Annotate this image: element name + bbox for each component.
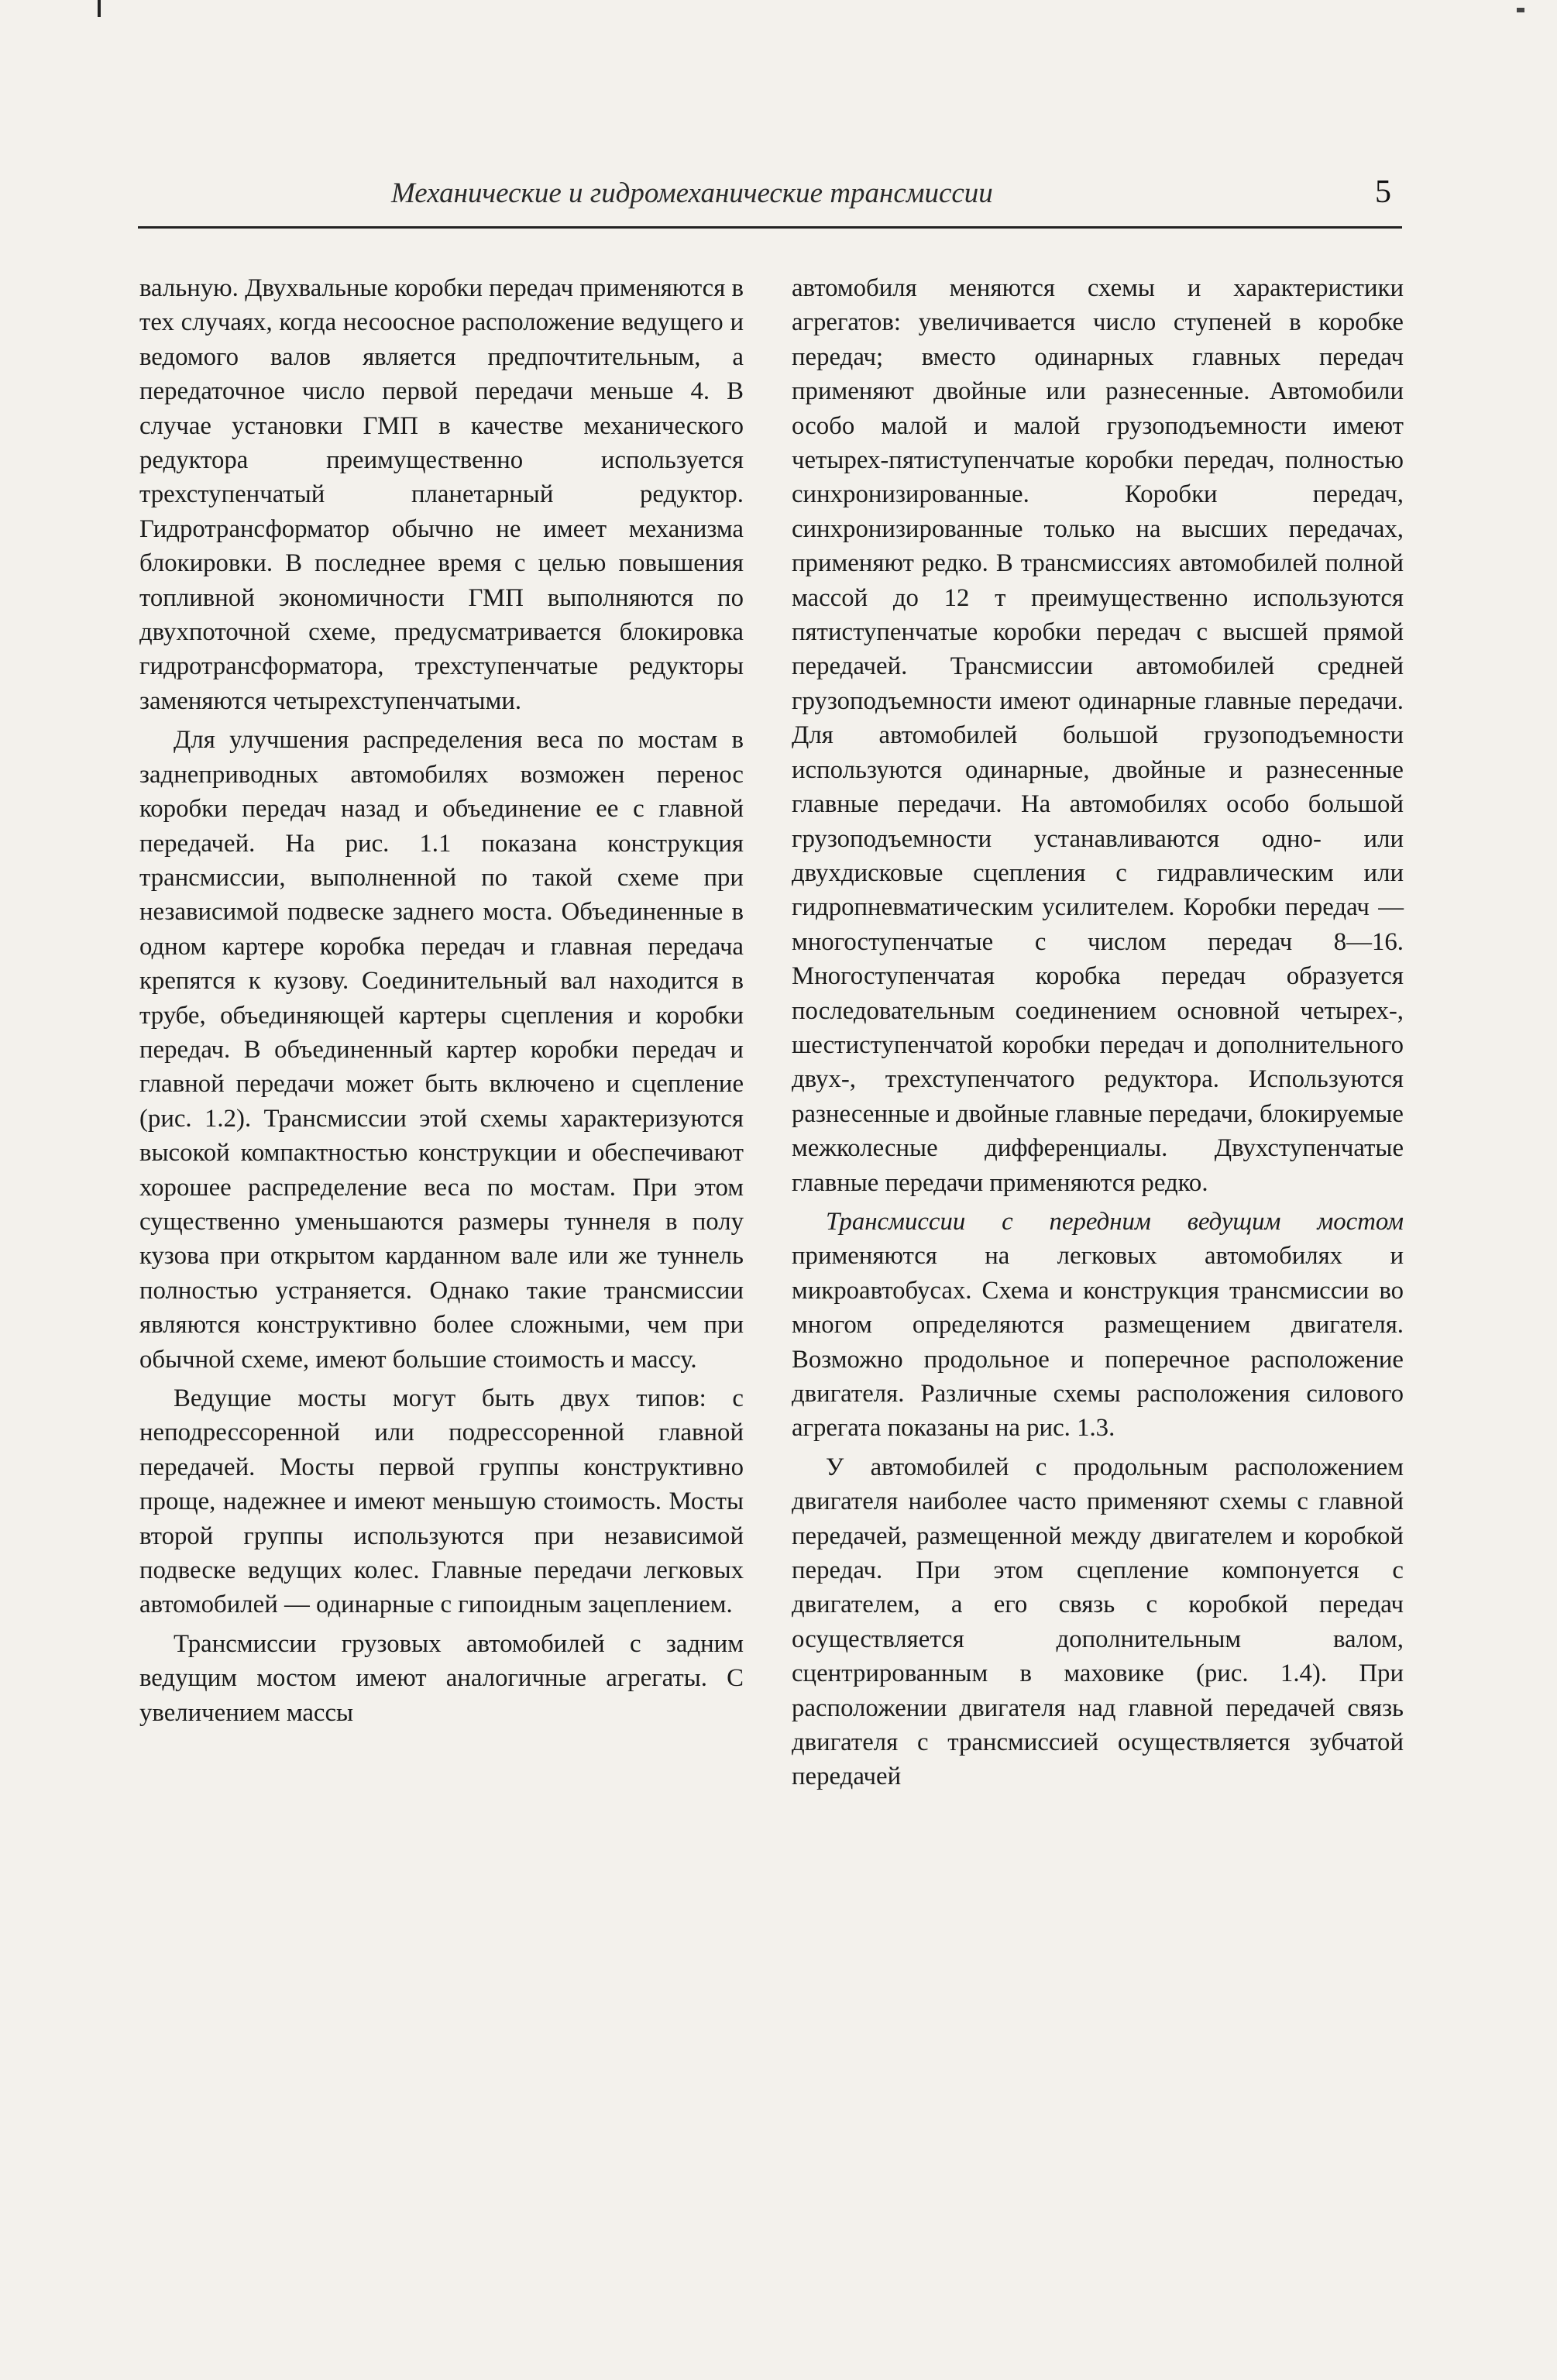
left-column (139, 271, 744, 1730)
paragraph: Для улучшения распределения веса по мостам в заднеприводных автомобилях возможен перенос коробки передач назад и объединение ее с главной передачей. На рис. 1.1 показана конструкция трансмиссии, выполненной по такой схеме при независимой подвеске заднего моста. Объединенные в одном картере коробка передач и главная передача крепятся к кузову. Соединительный вал находится в трубе, объединяющей картеры сцепления и коробки передач. В объединенный картер коробки передач и главной передачи может быть включено и сцепление (рис. 1.2). Трансмиссии этой схемы характеризуются высокой компактностью конструкции и обеспечивают хорошее распределение веса по мостам. При этом существенно уменьшаются размеры туннеля в полу кузова при открытом карданном вале или же туннель полностью устраняется. Однако такие трансмиссии являются конструктивно более сложными, чем при обычной схеме, имеют большие стоимость и массу. (139, 726, 744, 1374)
paragraph: Ведущие мосты могут быть двух типов: с неподрессоренной или подрессоренной главной передачей. Мосты первой группы конструктивно проще, надежнее и имеют меньшую стоимость. Мосты второй группы используются при независимой подвеске ведущих колес. Главные передачи легковых автомобилей — одинарные с гипоидным зацеплением. (139, 1384, 744, 1619)
page-number: 5 (1375, 174, 1391, 210)
paragraph: У автомобилей с продольным расположением двигателя наиболее часто применяют схемы с главной передачей, размещенной между двигателем и коробкой передач. При этом сцепление компонуется с двигателем, а его связь с коробкой передач осуществляется дополнительным валом, сцентрированным в маховике (рис. 1.4). При расположении двигателя над главной передачей связь двигателя с трансмиссией осуществляется зубчатой передачей (792, 1453, 1404, 1791)
right-column (792, 271, 1404, 1794)
scan-edge-mark (1517, 8, 1524, 12)
running-header-title: Механические и гидромеханические трансмиссии (391, 177, 993, 209)
paragraph: вальную. Двухвальные коробки передач применяются в тех случаях, когда несоосное расположение ведущего и ведомого валов является предпочтительным, а передаточное число первой передачи меньше 4. В случае установки ГМП в качестве механического редуктора преимущественно используется трехступенчатый планетарный редуктор. Гидротрансформатор обычно не имеет механизма блокировки. В последнее время с целью повышения топливной экономичности ГМП выполняются по двухпоточной схеме, предусматривается блокировка гидротрансформатора, трехступенчатые редукторы заменяются четырехступенчатыми. (139, 274, 744, 715)
scan-edge-mark (98, 0, 101, 17)
paragraph-text: применяются на легковых автомобилях и микроавтобусах. Схема и конструкция трансмиссии во многом определяются размещением двигателя. Возможно продольное и поперечное расположение двигателя. Различные схемы расположения силового агрегата показаны на рис. 1.3. (792, 1242, 1404, 1443)
italic-term: Трансмиссии с передним ведущим мостом (826, 1207, 1404, 1236)
paragraph (792, 1205, 1404, 1446)
paragraph: автомобиля меняются схемы и характеристики агрегатов: увеличивается число ступеней в коробке передач; вместо одинарных главных передач применяют двойные или разнесенные. Автомобили особо малой и малой грузоподъемности имеют четырех-пятиступенчатые коробки передач, полностью синхронизированные. Коробки передач, синхронизированные только на высших передачах, применяют редко. В трансмиссиях автомобилей полной массой до 12 т преимущественно используются пятиступенчатые коробки передач с высшей прямой передачей. Трансмиссии автомобилей средней грузоподъемности имеют одинарные главные передачи. Для автомобилей большой грузоподъемности используются одинарные, двойные и разнесенные главные передачи. На автомобилях особо большой грузоподъемности устанавливаются одно- или двухдисковые сцепления с гидравлическим или гидропневматическим усилителем. Коробки передач — многоступенчатые с числом передач 8—16. Многоступенчатая коробка передач образуется последовательным соединением основной четырех-, шестиступенчатой коробки передач и дополнительного двух-, трехступенчатого редуктора. Используются разнесенные и двойные главные передачи, блокируемые межколесные дифференциалы. Двухступенчатые главные передачи применяются редко. (792, 274, 1404, 1197)
header-rule (138, 226, 1402, 229)
paragraph: Трансмиссии грузовых автомобилей с задним ведущим мостом имеют аналогичные агрегаты. С увеличением массы (139, 1629, 744, 1727)
